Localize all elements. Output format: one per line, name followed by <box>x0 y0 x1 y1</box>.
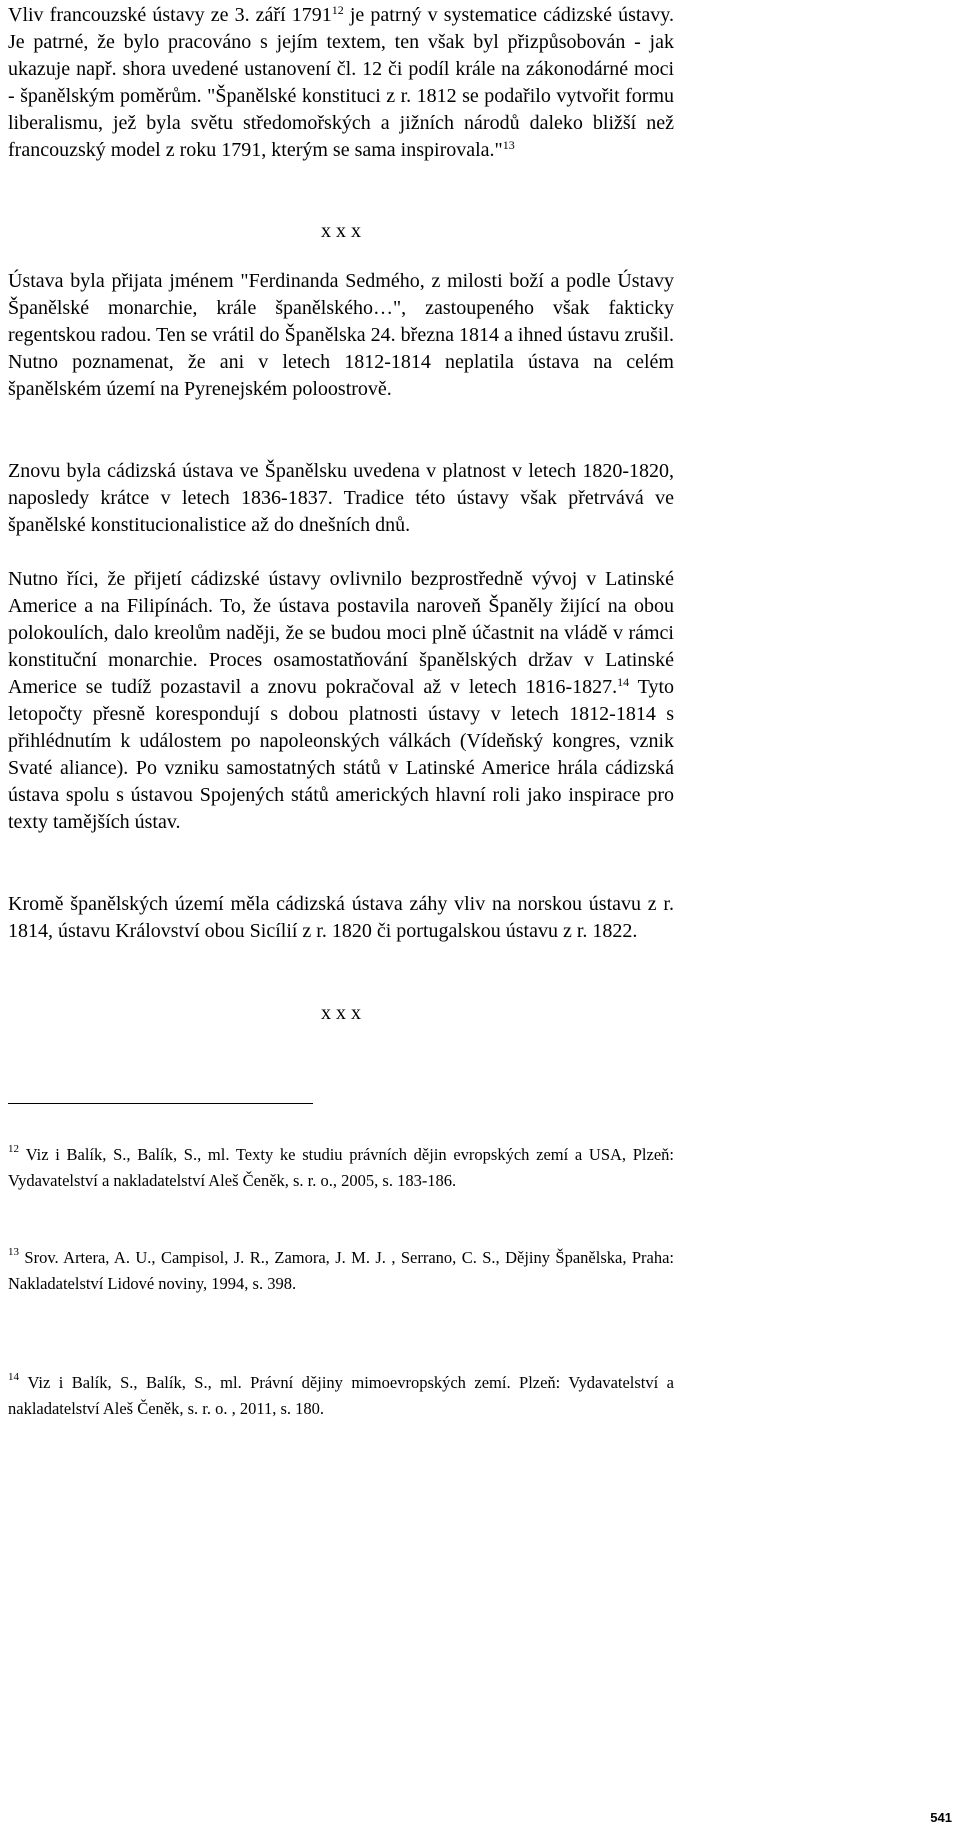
footnote-13 <box>8 1245 674 1297</box>
paragraph-5: Kromě španělských území měla cádizská ústava záhy vliv na norskou ústavu z r. 1814, ústavu Království obou Sicílií z r. 1820 či portugalskou ústavu z r. 1822. <box>8 893 674 942</box>
footnote-ref-14: 14 <box>617 674 630 689</box>
section-separator-2: x x x <box>321 1002 361 1024</box>
paragraph-1-text-b: je patrný v systematice cádizské ústavy. Je patrné, že bylo pracováno s jejím textem, ten však byl přizpůsobován - jak ukazuje např. shora uvedené ustanovení čl. 12 či podíl krále na zákonodárné moci - španělským poměrům. "Španělské konstituci z r. 1812 se podařilo vytvořit formu liberalismu, jež byla světu středomořských a jižních národů daleko bližší než francouzský model z roku 1791, kterým se sama inspirovala." <box>8 4 675 161</box>
paragraph-1-text-a: Vliv francouzské ústavy ze 3. září 1791 <box>8 4 332 26</box>
footnote-12 <box>8 1142 674 1194</box>
paragraph-3: Znovu byla cádizská ústava ve Španělsku uvedena v platnost v letech 1820-1820, naposledy krátce v letech 1836-1837. Tradice této ústavy však přetrvává ve španělské konstitucionalistice až do dnešních dnů. <box>8 460 674 536</box>
footnote-divider <box>8 1103 313 1104</box>
page-number: 541 <box>930 1810 952 1825</box>
footnote-text-13: Srov. Artera, A. U., Campisol, J. R., Zamora, J. M. J. , Serrano, C. S., Dějiny Španělska, Praha: Nakladatelství Lidové noviny, 1994, s. 398. <box>8 1248 675 1293</box>
footnote-number-12: 12 <box>8 1143 19 1156</box>
footnote-text-12: Viz i Balík, S., Balík, S., ml. Texty ke studiu právních dějin evropských zemí a USA, Plzeň: Vydavatelství a nakladatelství Aleš Čeněk, s. r. o., 2005, s. 183-186. <box>8 1145 674 1190</box>
footnote-ref-12: 12 <box>331 2 344 17</box>
paragraph-4 <box>8 566 674 836</box>
paragraph-4-text-a: Nutno říci, že přijetí cádizské ústavy ovlivnilo bezprostředně vývoj v Latinské Americe a na Filipínách. To, že ústava postavila naroveň Španěly žijící na obou polokoulích, dalo kreolům naději, že se budou moci plně účastnit na vládě v rámci konstituční monarchie. Proces osamostatňování španělských držav v Latinské Americe se tudíž pozastavil a znovu pokračoval až v letech 1816-1827. <box>8 568 674 698</box>
footnote-number-13: 13 <box>8 1246 19 1259</box>
footnote-number-14: 14 <box>8 1371 19 1384</box>
footnote-ref-13: 13 <box>502 137 515 152</box>
section-separator-1: x x x <box>321 220 361 242</box>
paragraph-2: Ústava byla přijata jménem "Ferdinanda Sedmého, z milosti boží a podle Ústavy Španělské monarchie, krále španělského…", zastoupeného však fakticky regentskou radou. Ten se vrátil do Španělska 24. března 1814 a ihned ústavu zrušil. Nutno poznamenat, že ani v letech 1812-1814 neplatila ústava na celém španělském území na Pyrenejském poloostrově. <box>8 270 674 400</box>
footnote-text-14: Viz i Balík, S., Balík, S., ml. Právní dějiny mimoevropských zemí. Plzeň: Vydavatelství a nakladatelství Aleš Čeněk, s. r. o. , 2011, s. 180. <box>8 1373 675 1418</box>
paragraph-4-text-b: Tyto letopočty přesně korespondují s dobou platnosti ústavy v letech 1812-1814 s přihlédnutím k událostem po napoleonských válkách (Vídeňský kongres, vznik Svaté aliance). Po vzniku samostatných států v Latinské Americe hrála cádizská ústava spolu s ústavou Spojených států amerických hlavní roli jako inspirace pro texty tamějších ústav. <box>8 676 675 833</box>
paragraph-1 <box>8 2 674 164</box>
footnote-14 <box>8 1370 674 1422</box>
